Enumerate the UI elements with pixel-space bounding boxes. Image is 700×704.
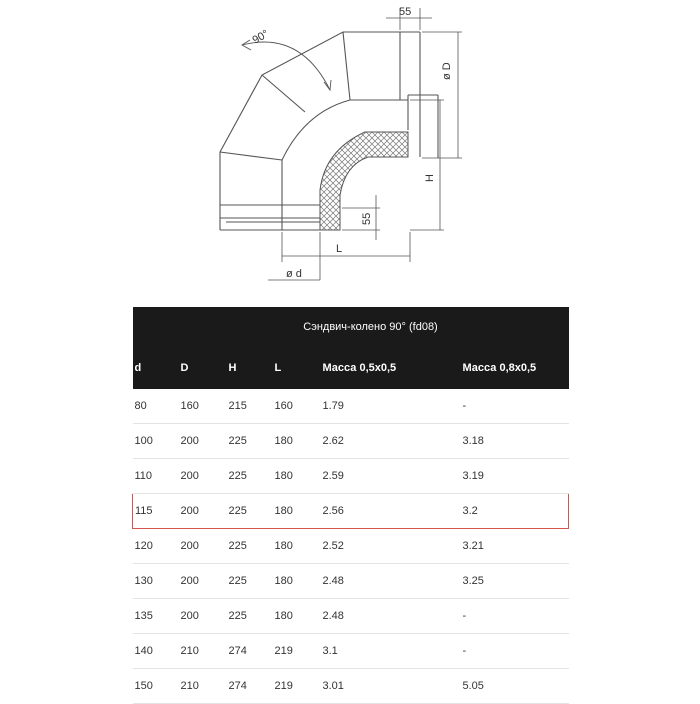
- cell-mass-08: 3.19: [461, 459, 569, 494]
- cell-L: 180: [273, 599, 321, 634]
- cell-mass-08: -: [461, 634, 569, 669]
- cell-mass-05: 2.62: [321, 424, 461, 459]
- cell-d: 80: [133, 389, 179, 424]
- table-row: [133, 669, 569, 704]
- cell-d: 140: [133, 634, 179, 669]
- cell-L: 180: [273, 564, 321, 599]
- cell-D: 210: [179, 669, 227, 704]
- table-row: [133, 634, 569, 669]
- cell-L: 160: [273, 389, 321, 424]
- cell-d: 130: [133, 564, 179, 599]
- cell-L: 180: [273, 424, 321, 459]
- header-D: D: [179, 347, 227, 389]
- cell-L: 219: [273, 634, 321, 669]
- cell-d: 120: [133, 529, 179, 564]
- cell-L: 180: [273, 459, 321, 494]
- cell-L: 180: [273, 529, 321, 564]
- cell-d: 135: [133, 599, 179, 634]
- cell-mass-08: 3.25: [461, 564, 569, 599]
- elbow-drawing-svg: [0, 0, 700, 300]
- cell-d: 110: [133, 459, 179, 494]
- cell-mass-08: 3.18: [461, 424, 569, 459]
- table-row: [133, 599, 569, 634]
- height-H-label: H: [424, 174, 436, 182]
- table-header-row: [133, 347, 569, 389]
- table-row: [133, 389, 569, 424]
- table-row-highlighted: [133, 494, 569, 529]
- side-dim-label: 55: [361, 212, 373, 225]
- cell-mass-08: 3.21: [461, 529, 569, 564]
- height-H-dimension: [410, 100, 444, 230]
- spec-table: [132, 307, 569, 704]
- cell-mass-08: -: [461, 389, 569, 424]
- cell-mass-05: 2.48: [321, 599, 461, 634]
- cell-mass-08: 5.05: [461, 669, 569, 704]
- diameter-d-label: ø d: [286, 268, 302, 280]
- diameter-D-label: ø D: [441, 62, 453, 80]
- cell-d: 150: [133, 669, 179, 704]
- cell-D: 200: [179, 459, 227, 494]
- cell-D: 200: [179, 599, 227, 634]
- table-body: [133, 389, 569, 704]
- cell-H: 225: [227, 564, 273, 599]
- angle-arc: [242, 40, 331, 90]
- table-title-row: [133, 307, 569, 347]
- cell-mass-05: 2.56: [321, 494, 461, 529]
- cell-H: 225: [227, 424, 273, 459]
- cell-mass-05: 3.01: [321, 669, 461, 704]
- table-row: [133, 424, 569, 459]
- cell-mass-05: 1.79: [321, 389, 461, 424]
- cell-D: 200: [179, 424, 227, 459]
- cell-mass-05: 3.1: [321, 634, 461, 669]
- table-row: [133, 529, 569, 564]
- table-row: [133, 459, 569, 494]
- cell-mass-08: -: [461, 599, 569, 634]
- elbow-technical-drawing: [0, 0, 700, 300]
- cell-H: 225: [227, 494, 273, 529]
- cell-H: 274: [227, 634, 273, 669]
- cell-D: 160: [179, 389, 227, 424]
- header-mass-05: Масса 0,5х0,5: [321, 347, 461, 389]
- cell-H: 215: [227, 389, 273, 424]
- cell-D: 210: [179, 634, 227, 669]
- cell-mass-05: 2.59: [321, 459, 461, 494]
- cell-d: 100: [133, 424, 179, 459]
- length-L-label: L: [336, 243, 343, 255]
- cell-L: 219: [273, 669, 321, 704]
- table-row: [133, 564, 569, 599]
- cell-D: 200: [179, 494, 227, 529]
- angle-label: 90°: [250, 27, 271, 47]
- cell-H: 225: [227, 529, 273, 564]
- cell-mass-05: 2.52: [321, 529, 461, 564]
- cell-L: 180: [273, 494, 321, 529]
- cell-D: 200: [179, 529, 227, 564]
- cell-d: 115: [133, 494, 179, 529]
- header-mass-08: Масса 0,8х0,5: [461, 347, 569, 389]
- cell-mass-05: 2.48: [321, 564, 461, 599]
- header-H: H: [227, 347, 273, 389]
- cell-mass-08: 3.2: [461, 494, 569, 529]
- cell-D: 200: [179, 564, 227, 599]
- cell-H: 225: [227, 459, 273, 494]
- header-L: L: [273, 347, 321, 389]
- top-dim-label: 55: [399, 6, 412, 18]
- table-title: Сэндвич-колено 90° (fd08): [133, 307, 569, 347]
- bottom-collar: [220, 205, 320, 230]
- cell-H: 274: [227, 669, 273, 704]
- header-d: d: [133, 347, 179, 389]
- cell-H: 225: [227, 599, 273, 634]
